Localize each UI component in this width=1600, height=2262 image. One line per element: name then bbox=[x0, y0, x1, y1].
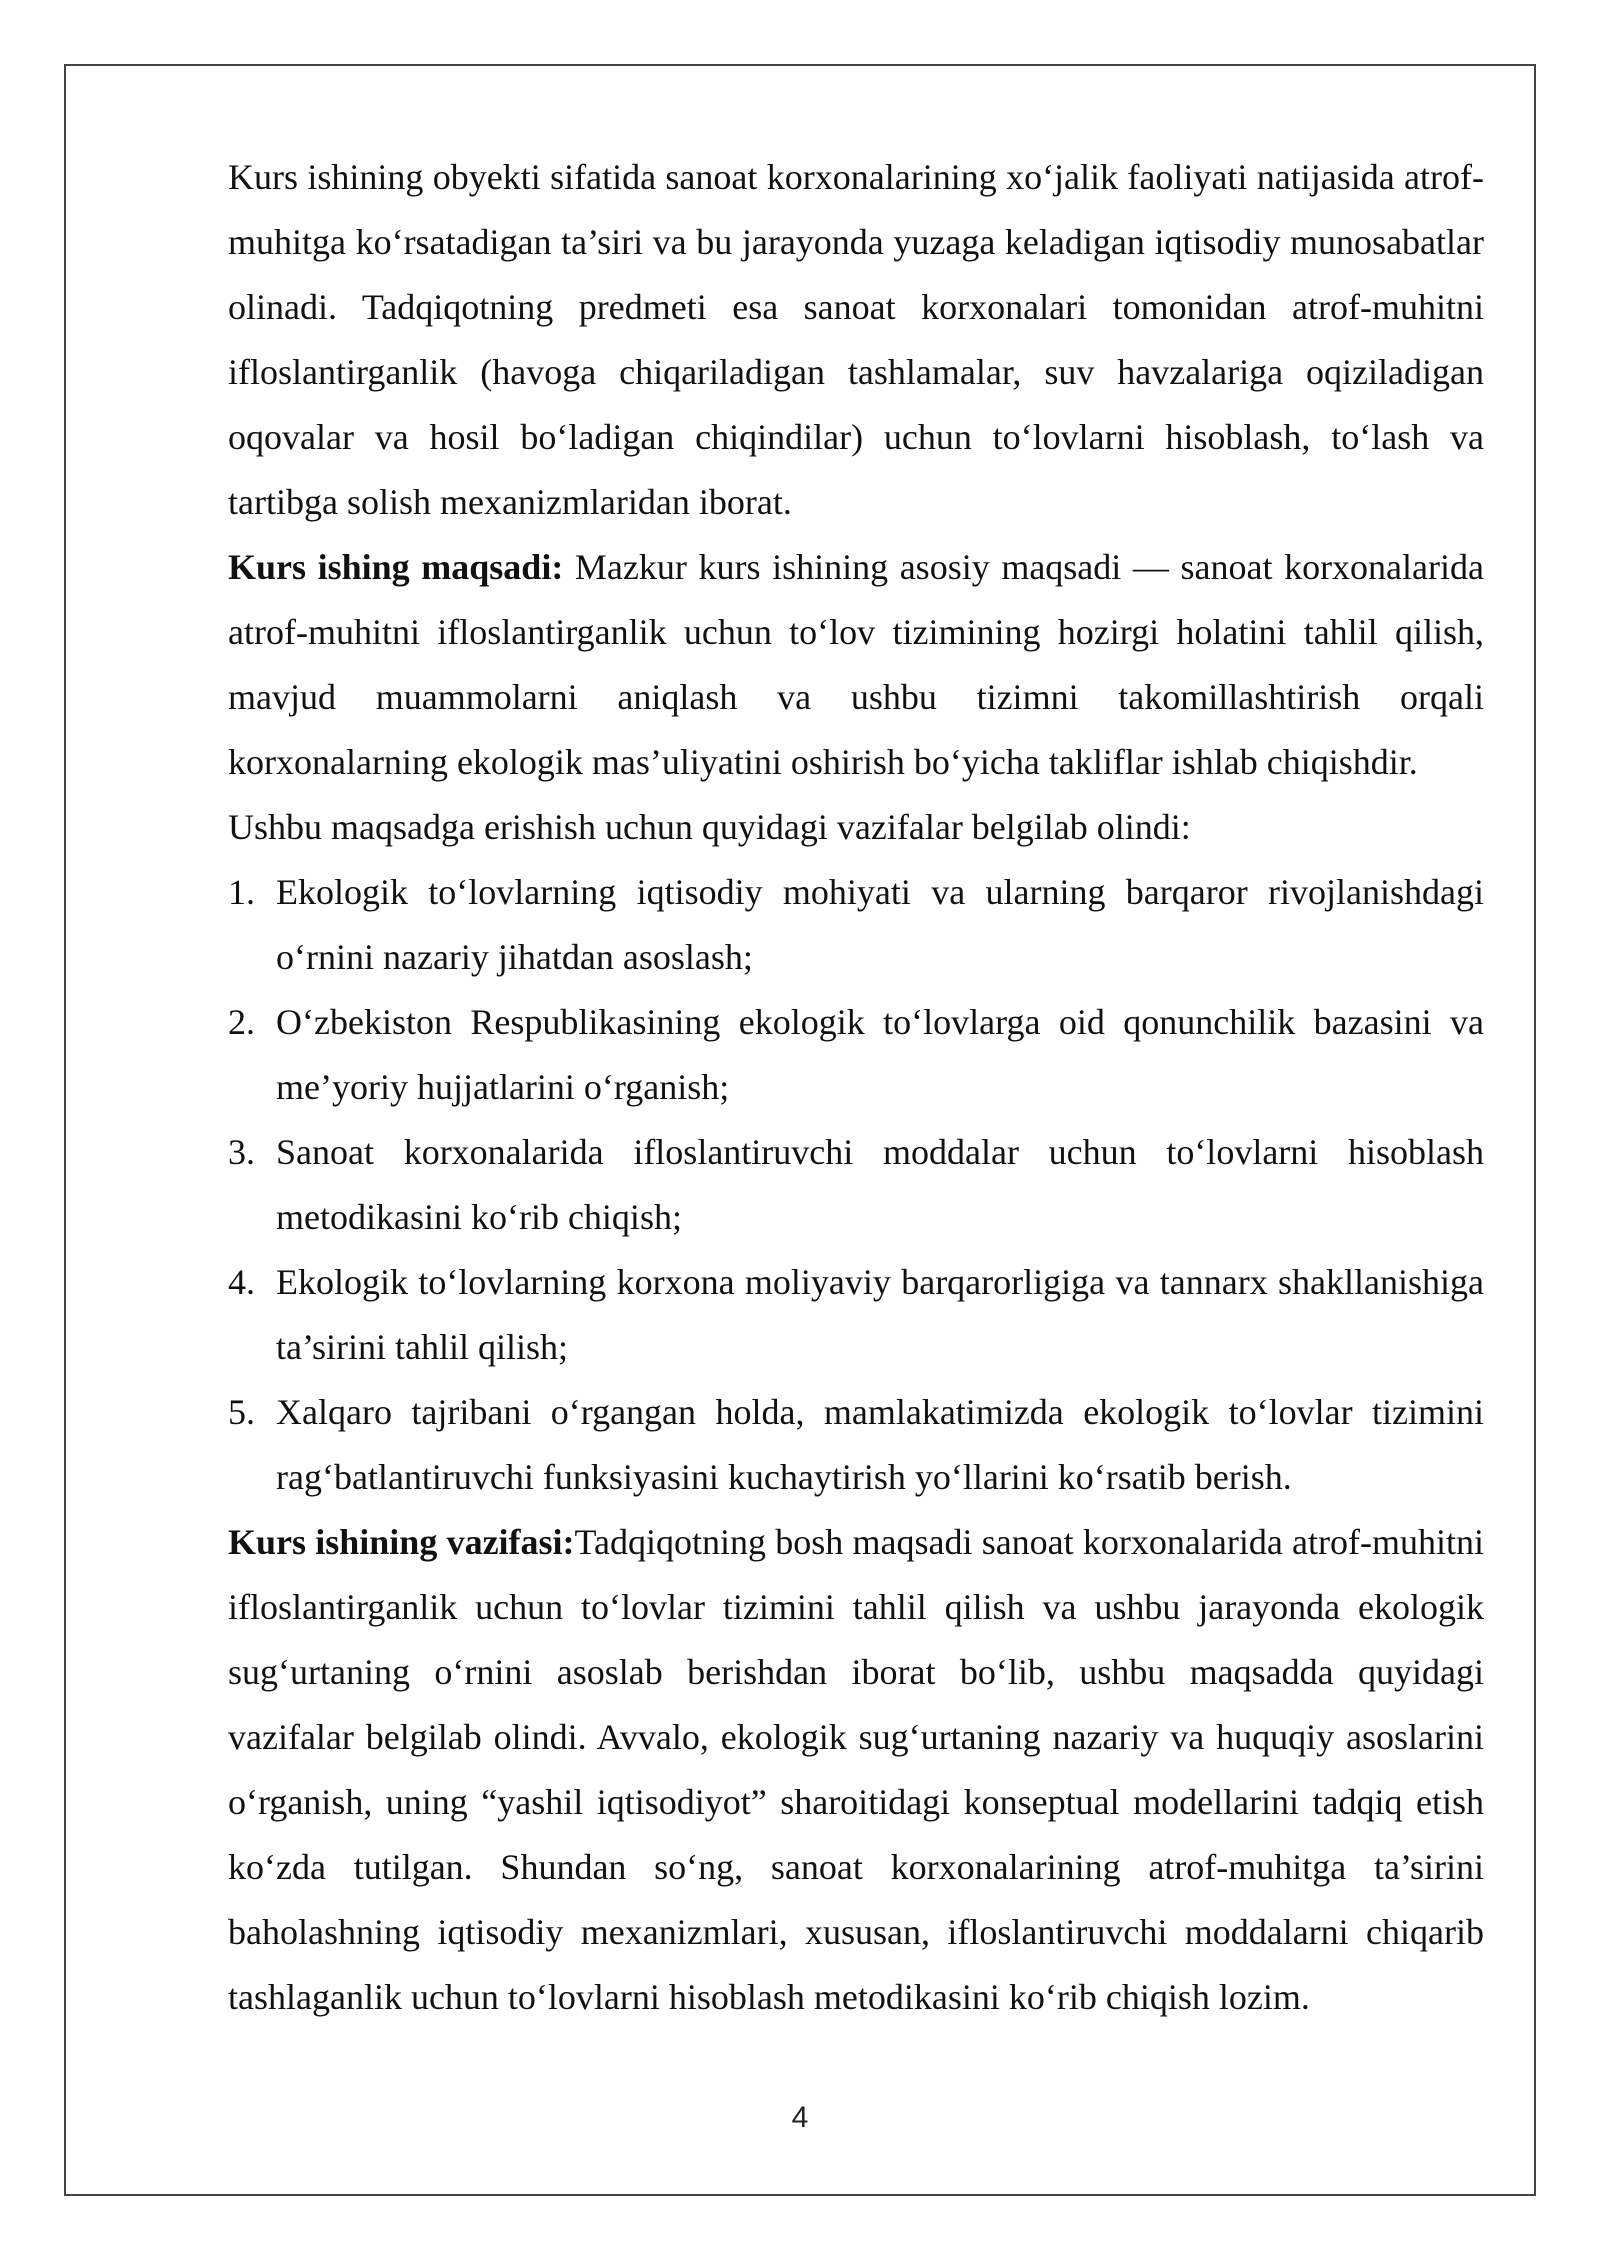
list-item-number: 5. bbox=[228, 1392, 255, 1432]
list-item-number: 4. bbox=[228, 1262, 255, 1302]
goal-paragraph bbox=[228, 535, 1484, 795]
list-item bbox=[228, 1250, 1484, 1380]
tasks-intro: Ushbu maqsadga erishish uchun quyidagi vazifalar belgilab olindi: bbox=[228, 807, 1191, 847]
object-paragraph: Kurs ishining obyekti sifatida sanoat korxonalarining xo‘jalik faoliyati natijasida atrof-muhitga ko‘rsatadigan ta’siri va bu jarayonda yuzaga keladigan iqtisodiy munosabatlar olinadi. Tadqiqotning predmeti esa sanoat korxonalari tomonidan atrof-muhitni ifloslantirganlik (havoga chiqariladigan tashlamalar, suv havzalariga oqiziladigan oqovalar va hosil bo‘ladigan chiqindilar) uchun to‘lovlarni hisoblash, to‘lash va tartibga solish mexanizmlaridan iborat. bbox=[228, 157, 1484, 522]
objectives-label: Kurs ishining vazifasi: bbox=[228, 1522, 575, 1562]
list-item-number: 2. bbox=[228, 1002, 255, 1042]
list-item bbox=[228, 1120, 1484, 1250]
list-item-text: Xalqaro tajribani o‘rgangan holda, mamlakatimizda ekologik to‘lovlar tizimini rag‘batlantiruvchi funksiyasini kuchaytirish yo‘llarini ko‘rsatib berish. bbox=[276, 1392, 1484, 1497]
page-body bbox=[228, 145, 1484, 2030]
objectives-paragraph bbox=[228, 1510, 1484, 2030]
list-item-text: Ekologik to‘lovlarning iqtisodiy mohiyati va ularning barqaror rivojlanishdagi o‘rnini nazariy jihatdan asoslash; bbox=[276, 872, 1484, 977]
list-item-text: Sanoat korxonalarida ifloslantiruvchi moddalar uchun to‘lovlarni hisoblash metodikasini ko‘rib chiqish; bbox=[276, 1132, 1484, 1237]
goal-label: Kurs ishing maqsadi: bbox=[228, 547, 564, 587]
tasks-list bbox=[228, 860, 1484, 1510]
list-item bbox=[228, 990, 1484, 1120]
list-item-text: O‘zbekiston Respublikasining ekologik to‘lovlarga oid qonunchilik bazasini va me’yoriy hujjatlarini o‘rganish; bbox=[276, 1002, 1484, 1107]
list-item-number: 3. bbox=[228, 1132, 255, 1172]
objectives-text: Tadqiqotning bosh maqsadi sanoat korxonalarida atrof-muhitni ifloslantirganlik uchun to‘lovlar tizimini tahlil qilish va ushbu jarayonda ekologik sug‘urtaning o‘rnini asoslab berishdan iborat bo‘lib, ushbu maqsadda quyidagi vazifalar belgilab olindi. Avvalo, ekologik sug‘urtaning nazariy va huquqiy asoslarini o‘rganish, uning “yashil iqtisodiyot” sharoitidagi konseptual modellarini tadqiq etish ko‘zda tutilgan. Shundan so‘ng, sanoat korxonalarining atrof-muhitga ta’sirini baholashning iqtisodiy mexanizmlari, xususan, ifloslantiruvchi moddalarni chiqarib tashlaganlik uchun to‘lovlarni hisoblash metodikasini ko‘rib chiqish lozim. bbox=[228, 1522, 1485, 2017]
list-item-text: Ekologik to‘lovlarning korxona moliyaviy barqarorligiga va tannarx shakllanishiga ta’sirini tahlil qilish; bbox=[276, 1262, 1484, 1367]
list-item bbox=[228, 860, 1484, 990]
list-item bbox=[228, 1380, 1484, 1510]
page-number: 4 bbox=[791, 2101, 809, 2134]
list-item-number: 1. bbox=[228, 872, 255, 912]
goal-text: Mazkur kurs ishining asosiy maqsadi — sanoat korxonalarida atrof-muhitni ifloslantirganlik uchun to‘lov tizimining hozirgi holatini tahlil qilish, mavjud muammolarni aniqlash va ushbu tizimni takomillashtirish orqali korxonalarning ekologik mas’uliyatini oshirish bo‘yicha takliflar ishlab chiqishdir. bbox=[228, 547, 1484, 782]
